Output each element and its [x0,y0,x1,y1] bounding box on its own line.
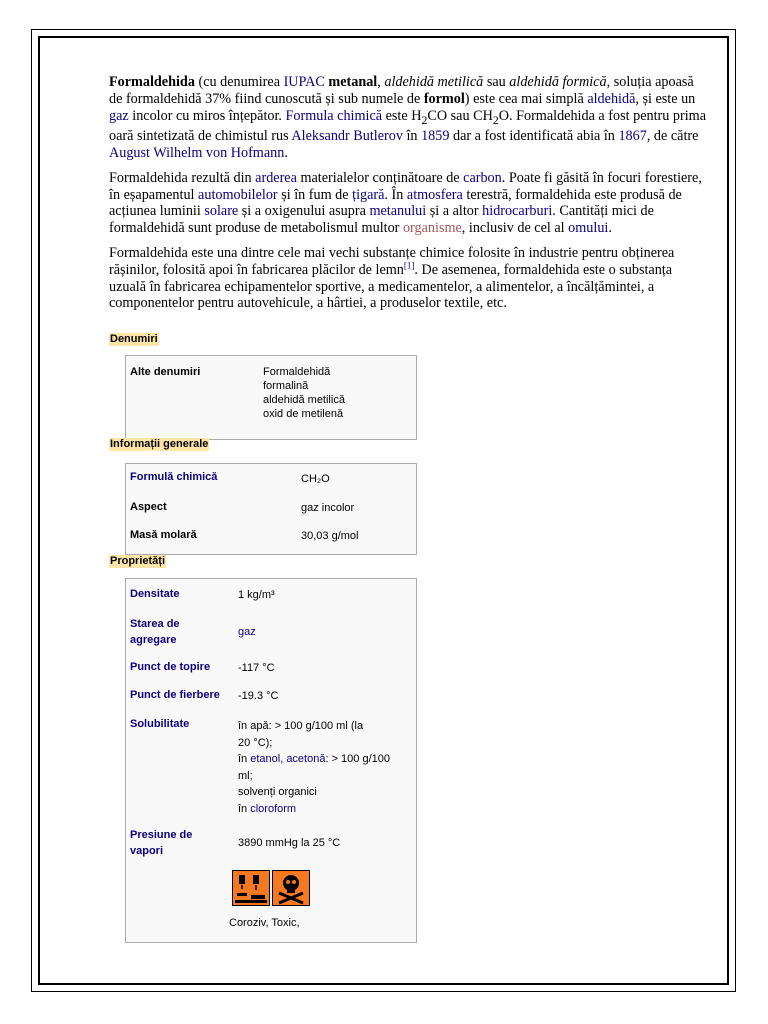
link-1859[interactable]: 1859 [421,128,450,145]
link-omului[interactable]: omului [568,220,609,237]
link-formula-chimica[interactable]: Formula chimică [285,107,383,124]
label-formula-chimica[interactable]: Formulă chimică [130,471,218,483]
value-formula: CH₂O [301,473,330,485]
label-masa-molara: Masă molară [130,529,197,541]
value-formalina: formalină [263,380,309,392]
section-heading-proprietati: Proprietăți [110,555,166,567]
article-intro [109,74,709,320]
link-carbon[interactable]: carbon [463,169,502,186]
section-heading-denumiri: Denumiri [110,333,158,345]
value-aspect: gaz incolor [301,502,355,514]
label-presiune-vapori[interactable]: Presiune de vapori [130,829,193,857]
value-presiune-vapori: 3890 mmHg la 25 °C [238,837,341,849]
link-aldehida[interactable]: aldehidă [587,90,636,107]
link-etanol-acetona[interactable]: etanol, acetonă [250,753,326,765]
info-infobox [125,463,417,555]
link-1867[interactable]: 1867 [618,128,647,145]
value-solubilitate: în apă: > 100 g/100 ml (la 20 °C); în etanol, acetonă: > 100 g/100 ml; solvenți organici în cloroform [238,720,390,815]
label-stare-agregare[interactable]: Starea de agregare [130,618,180,646]
hazard-caption: Coroziv, Toxic, [229,917,300,929]
label-alte-denumiri: Alte denumiri [130,366,201,378]
value-formaldehida: Formaldehidă [263,366,331,378]
label-punct-fierbere[interactable]: Punct de fierbere [130,689,220,701]
value-stare-gaz[interactable]: gaz [238,626,256,638]
value-punct-fierbere: -19.3 °C [238,690,279,702]
link-metanului[interactable]: metanului [369,203,427,220]
paragraph-2: Formaldehida rezultă din arderea materialelor conținătoare de carbon. Poate fi găsită în focuri forestiere, în eșapamentul automobilelor și în fum de țigară. În atmosfera terestră, formaldehida este produsă de acțiunea luminii solare și a oxigenului asupra metanului și a altor hidrocarburi. Cantități mici de formaldehidă sunt produse de metabolismul multor organisme, inclusiv de cel al omului. [109,169,702,237]
label-punct-topire[interactable]: Punct de topire [130,661,211,673]
value-oxid-metilena: oxid de metilenă [263,408,344,420]
value-masa-molara: 30,03 g/mol [301,530,359,542]
toxic-skull-icon [272,870,310,906]
link-arderea[interactable]: arderea [255,169,297,186]
link-atmosfera[interactable]: atmosfera [406,186,463,203]
label-aspect: Aspect [130,501,167,513]
proprietati-infobox [125,578,417,943]
link-butlerov[interactable]: Aleksandr Butlerov [291,128,403,145]
corrosive-icon [232,870,270,906]
section-heading-informatii: Informații generale [110,438,209,450]
link-cloroform[interactable]: cloroform [250,802,297,815]
link-organisme[interactable]: organisme [402,220,462,237]
citation-1[interactable]: [1] [403,260,415,271]
link-hidrocarburi[interactable]: hidrocarburi [482,203,553,220]
link-tigara[interactable]: țigară [352,186,385,203]
link-solare[interactable]: solare [204,203,239,220]
link-automobilelor[interactable]: automobilelor [198,186,278,203]
label-densitate[interactable]: Densitate [130,588,180,600]
paragraph-1: Formaldehida (cu denumirea IUPAC metanal, aldehidă metilică sau aldehidă formică, soluția apoasă de formaldehidă 37% fiind cunoscută și sub numele de formol) este cea mai simplă aldehidă, și este un gaz incolor cu miros înțepător. Formula chimică este $H_2CO$ sau $CH_2O$. Formaldehida a fost pentru prima oară sintetizată de chimistul rus Aleksandr Butlerov în 1859 dar a fost identificată abia în 1867, de către August Wilhelm von Hofmann. [109,74,706,162]
paragraph-3: Formaldehida este una dintre cele mai vechi substanțe chimice folosite în industrie pentru obținerea rășinilor, folosită apoi în fabricarea plăcilor de lemn[1]. De asemenea, formaldehida este o substanța uzuală în fabricarea echipamentelor sportive, a medicamentelor, a alimentelor, a încălțămintei, a componentelor pentru autovehicule, a hârtiei, a produselor textile, etc. [109,245,675,312]
denumiri-infobox [125,355,417,440]
link-iupac[interactable]: IUPAC [283,74,325,90]
link-hofmann[interactable]: August Wilhelm von Hofmann [109,145,285,162]
alte-denumiri-values [263,365,345,421]
value-aldehida-metilica: aldehidă metilică [263,394,345,406]
value-densitate: 1 kg/m³ [238,589,275,601]
link-gaz[interactable]: gaz [109,107,129,124]
label-solubilitate[interactable]: Solubilitate [130,718,190,730]
value-punct-topire: -117 °C [238,662,275,674]
